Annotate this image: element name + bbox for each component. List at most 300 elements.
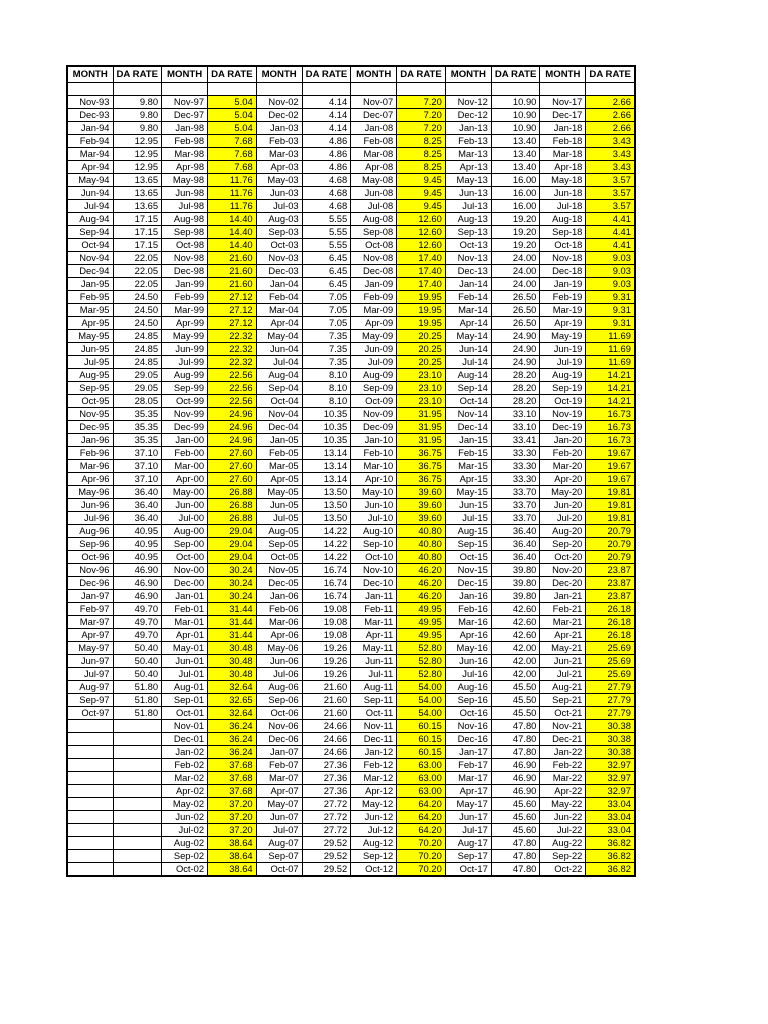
month-cell: Oct-12 bbox=[351, 863, 397, 877]
month-cell: Aug-13 bbox=[445, 213, 491, 226]
month-cell: Feb-19 bbox=[540, 291, 586, 304]
da-rate-cell: 10.35 bbox=[302, 434, 351, 447]
da-rate-cell: 60.15 bbox=[397, 733, 446, 746]
da-rate-cell: 22.56 bbox=[208, 382, 257, 395]
da-rate-cell: 10.90 bbox=[491, 96, 540, 109]
month-cell: Jun-95 bbox=[67, 343, 113, 356]
da-rate-cell: 9.31 bbox=[586, 304, 635, 317]
month-cell: May-00 bbox=[162, 486, 208, 499]
da-rate-cell: 30.24 bbox=[208, 577, 257, 590]
month-cell: May-96 bbox=[67, 486, 113, 499]
month-cell: Oct-21 bbox=[540, 707, 586, 720]
da-rate-cell: 30.48 bbox=[208, 642, 257, 655]
month-cell: Jul-15 bbox=[445, 512, 491, 525]
month-cell: Sep-19 bbox=[540, 382, 586, 395]
da-rate-cell: 19.67 bbox=[586, 447, 635, 460]
da-rate-cell: 40.80 bbox=[397, 551, 446, 564]
da-rate-cell: 13.14 bbox=[302, 447, 351, 460]
da-rate-cell: 36.82 bbox=[586, 837, 635, 850]
table-row bbox=[67, 681, 635, 694]
da-rate-cell bbox=[113, 798, 162, 811]
da-rate-cell: 5.55 bbox=[302, 239, 351, 252]
da-rate-cell: 4.14 bbox=[302, 96, 351, 109]
month-cell: Sep-94 bbox=[67, 226, 113, 239]
month-cell: Oct-03 bbox=[256, 239, 302, 252]
table-row bbox=[67, 161, 635, 174]
month-cell: Apr-94 bbox=[67, 161, 113, 174]
da-rate-cell: 19.67 bbox=[586, 460, 635, 473]
da-rate-cell: 2.66 bbox=[586, 122, 635, 135]
month-cell: May-99 bbox=[162, 330, 208, 343]
month-cell: Aug-05 bbox=[256, 525, 302, 538]
da-rate-cell: 17.15 bbox=[113, 213, 162, 226]
da-rate-cell: 45.50 bbox=[491, 707, 540, 720]
month-cell: May-01 bbox=[162, 642, 208, 655]
month-cell: Jan-07 bbox=[256, 746, 302, 759]
da-rate-cell: 36.40 bbox=[113, 486, 162, 499]
month-cell: Dec-21 bbox=[540, 733, 586, 746]
month-cell: Oct-99 bbox=[162, 395, 208, 408]
da-rate-cell: 45.60 bbox=[491, 824, 540, 837]
month-cell: May-18 bbox=[540, 174, 586, 187]
month-cell bbox=[67, 746, 113, 759]
da-rate-cell: 7.20 bbox=[397, 109, 446, 122]
da-rate-cell: 8.25 bbox=[397, 148, 446, 161]
table-row bbox=[67, 499, 635, 512]
table-row bbox=[67, 538, 635, 551]
month-cell: Sep-03 bbox=[256, 226, 302, 239]
da-rate-cell: 13.65 bbox=[113, 174, 162, 187]
da-rate-cell: 54.00 bbox=[397, 707, 446, 720]
month-cell: Feb-22 bbox=[540, 759, 586, 772]
da-rate-cell: 2.66 bbox=[586, 109, 635, 122]
da-rate-cell: 36.82 bbox=[586, 850, 635, 863]
da-rate-cell: 37.20 bbox=[208, 811, 257, 824]
month-cell: Jul-09 bbox=[351, 356, 397, 369]
da-rate-cell: 52.80 bbox=[397, 668, 446, 681]
da-rate-cell: 31.95 bbox=[397, 421, 446, 434]
month-cell: Sep-10 bbox=[351, 538, 397, 551]
da-rate-cell: 46.90 bbox=[491, 785, 540, 798]
month-cell: Nov-03 bbox=[256, 252, 302, 265]
table-row bbox=[67, 473, 635, 486]
da-rate-cell: 20.79 bbox=[586, 551, 635, 564]
month-cell: Dec-12 bbox=[445, 109, 491, 122]
month-cell: Oct-08 bbox=[351, 239, 397, 252]
month-cell: Mar-16 bbox=[445, 616, 491, 629]
month-cell: Feb-20 bbox=[540, 447, 586, 460]
da-rate-cell: 20.79 bbox=[586, 525, 635, 538]
da-rate-cell: 51.80 bbox=[113, 681, 162, 694]
da-rate-cell: 49.70 bbox=[113, 616, 162, 629]
month-cell: Aug-20 bbox=[540, 525, 586, 538]
da-rate-cell: 8.10 bbox=[302, 369, 351, 382]
da-rate-cell: 37.68 bbox=[208, 772, 257, 785]
da-rate-cell: 12.95 bbox=[113, 135, 162, 148]
da-rate-cell: 22.05 bbox=[113, 265, 162, 278]
month-cell: Jun-13 bbox=[445, 187, 491, 200]
month-cell: Jan-01 bbox=[162, 590, 208, 603]
da-rate-cell: 3.57 bbox=[586, 174, 635, 187]
da-rate-cell: 26.18 bbox=[586, 616, 635, 629]
da-rate-cell: 31.95 bbox=[397, 408, 446, 421]
month-cell: Jan-22 bbox=[540, 746, 586, 759]
da-rate-cell: 13.50 bbox=[302, 486, 351, 499]
da-rate-cell: 40.95 bbox=[113, 551, 162, 564]
da-rate-cell: 47.80 bbox=[491, 863, 540, 877]
month-cell: Jun-94 bbox=[67, 187, 113, 200]
month-cell: Jun-15 bbox=[445, 499, 491, 512]
month-cell: Jan-06 bbox=[256, 590, 302, 603]
month-cell: Jan-94 bbox=[67, 122, 113, 135]
month-cell: Jul-16 bbox=[445, 668, 491, 681]
da-rate-cell: 8.10 bbox=[302, 382, 351, 395]
month-cell: May-12 bbox=[351, 798, 397, 811]
column-header-da-rate: DA RATE bbox=[113, 66, 162, 83]
da-rate-cell: 29.04 bbox=[208, 538, 257, 551]
month-cell: Nov-95 bbox=[67, 408, 113, 421]
month-cell: Sep-99 bbox=[162, 382, 208, 395]
month-cell: Jun-19 bbox=[540, 343, 586, 356]
month-cell: Aug-14 bbox=[445, 369, 491, 382]
da-rate-cell: 13.40 bbox=[491, 135, 540, 148]
month-cell: Nov-19 bbox=[540, 408, 586, 421]
da-rate-cell: 30.24 bbox=[208, 564, 257, 577]
month-cell: Mar-98 bbox=[162, 148, 208, 161]
month-cell: Nov-93 bbox=[67, 96, 113, 109]
month-cell: Oct-97 bbox=[67, 707, 113, 720]
month-cell: Feb-97 bbox=[67, 603, 113, 616]
month-cell: Oct-18 bbox=[540, 239, 586, 252]
month-cell: Aug-12 bbox=[351, 837, 397, 850]
da-rate-cell: 54.00 bbox=[397, 694, 446, 707]
da-rate-cell: 9.31 bbox=[586, 317, 635, 330]
da-rate-cell: 37.10 bbox=[113, 473, 162, 486]
month-cell: Oct-17 bbox=[445, 863, 491, 877]
da-rate-cell: 14.21 bbox=[586, 382, 635, 395]
da-rate-cell: 33.70 bbox=[491, 512, 540, 525]
month-cell: Jun-17 bbox=[445, 811, 491, 824]
month-cell: Nov-98 bbox=[162, 252, 208, 265]
month-cell: Feb-01 bbox=[162, 603, 208, 616]
da-rate-table bbox=[66, 65, 636, 877]
month-cell: Jul-06 bbox=[256, 668, 302, 681]
da-rate-cell: 33.30 bbox=[491, 447, 540, 460]
da-rate-cell: 16.00 bbox=[491, 187, 540, 200]
da-rate-cell: 12.60 bbox=[397, 226, 446, 239]
month-cell: Mar-00 bbox=[162, 460, 208, 473]
da-rate-cell: 23.10 bbox=[397, 382, 446, 395]
month-cell: Jun-14 bbox=[445, 343, 491, 356]
month-cell: Dec-99 bbox=[162, 421, 208, 434]
da-rate-cell: 11.69 bbox=[586, 343, 635, 356]
da-rate-cell: 37.20 bbox=[208, 824, 257, 837]
da-rate-cell: 30.48 bbox=[208, 668, 257, 681]
da-rate-cell: 39.60 bbox=[397, 486, 446, 499]
da-rate-cell: 17.15 bbox=[113, 226, 162, 239]
month-cell: Sep-14 bbox=[445, 382, 491, 395]
month-cell: Oct-94 bbox=[67, 239, 113, 252]
da-rate-cell: 50.40 bbox=[113, 642, 162, 655]
month-cell bbox=[67, 720, 113, 733]
da-rate-cell: 22.05 bbox=[113, 252, 162, 265]
table-row bbox=[67, 265, 635, 278]
da-rate-cell: 27.79 bbox=[586, 707, 635, 720]
da-rate-cell: 33.10 bbox=[491, 408, 540, 421]
month-cell: Mar-15 bbox=[445, 460, 491, 473]
month-cell: Feb-18 bbox=[540, 135, 586, 148]
da-rate-cell: 20.79 bbox=[586, 538, 635, 551]
da-rate-cell: 23.10 bbox=[397, 395, 446, 408]
month-cell: Nov-02 bbox=[256, 96, 302, 109]
month-cell: Jan-20 bbox=[540, 434, 586, 447]
da-rate-cell: 13.65 bbox=[113, 187, 162, 200]
table-row bbox=[67, 811, 635, 824]
month-cell: Sep-09 bbox=[351, 382, 397, 395]
da-rate-cell: 19.20 bbox=[491, 226, 540, 239]
month-cell: Jan-05 bbox=[256, 434, 302, 447]
da-rate-cell: 9.80 bbox=[113, 96, 162, 109]
da-rate-cell: 50.40 bbox=[113, 668, 162, 681]
da-rate-cell: 4.41 bbox=[586, 213, 635, 226]
da-rate-cell: 7.35 bbox=[302, 343, 351, 356]
month-cell: Feb-16 bbox=[445, 603, 491, 616]
da-rate-cell: 33.30 bbox=[491, 473, 540, 486]
table-row bbox=[67, 655, 635, 668]
month-cell: Apr-13 bbox=[445, 161, 491, 174]
da-rate-cell: 42.60 bbox=[491, 616, 540, 629]
month-cell: Feb-03 bbox=[256, 135, 302, 148]
column-header-month: MONTH bbox=[67, 66, 113, 83]
da-rate-cell: 27.79 bbox=[586, 681, 635, 694]
da-rate-cell: 51.80 bbox=[113, 707, 162, 720]
da-rate-cell: 39.80 bbox=[491, 577, 540, 590]
month-cell: Dec-98 bbox=[162, 265, 208, 278]
month-cell: Oct-10 bbox=[351, 551, 397, 564]
month-cell: Dec-11 bbox=[351, 733, 397, 746]
month-cell: Jan-98 bbox=[162, 122, 208, 135]
month-cell: Jan-95 bbox=[67, 278, 113, 291]
da-rate-cell: 46.90 bbox=[113, 577, 162, 590]
month-cell: Sep-20 bbox=[540, 538, 586, 551]
month-cell: May-06 bbox=[256, 642, 302, 655]
month-cell: Dec-95 bbox=[67, 421, 113, 434]
month-cell: Aug-07 bbox=[256, 837, 302, 850]
month-cell: Jan-04 bbox=[256, 278, 302, 291]
da-rate-cell: 26.88 bbox=[208, 512, 257, 525]
month-cell: Oct-14 bbox=[445, 395, 491, 408]
month-cell bbox=[67, 785, 113, 798]
month-cell: Mar-12 bbox=[351, 772, 397, 785]
month-cell: Feb-00 bbox=[162, 447, 208, 460]
month-cell: May-04 bbox=[256, 330, 302, 343]
month-cell: Mar-95 bbox=[67, 304, 113, 317]
month-cell: Apr-09 bbox=[351, 317, 397, 330]
month-cell bbox=[67, 850, 113, 863]
month-cell: Apr-02 bbox=[162, 785, 208, 798]
da-rate-cell: 11.76 bbox=[208, 200, 257, 213]
month-cell bbox=[67, 772, 113, 785]
table-row bbox=[67, 135, 635, 148]
month-cell: Jul-08 bbox=[351, 200, 397, 213]
month-cell: Nov-21 bbox=[540, 720, 586, 733]
da-rate-cell: 24.00 bbox=[491, 265, 540, 278]
month-cell: Jun-08 bbox=[351, 187, 397, 200]
month-cell: May-20 bbox=[540, 486, 586, 499]
month-cell: Aug-18 bbox=[540, 213, 586, 226]
month-cell: Jan-12 bbox=[351, 746, 397, 759]
month-cell: May-07 bbox=[256, 798, 302, 811]
month-cell: Sep-17 bbox=[445, 850, 491, 863]
da-rate-cell: 22.05 bbox=[113, 278, 162, 291]
month-cell: Jun-97 bbox=[67, 655, 113, 668]
month-cell: Apr-98 bbox=[162, 161, 208, 174]
month-cell: Aug-98 bbox=[162, 213, 208, 226]
da-rate-cell: 33.04 bbox=[586, 824, 635, 837]
da-rate-cell: 12.60 bbox=[397, 213, 446, 226]
month-cell: Nov-96 bbox=[67, 564, 113, 577]
da-rate-cell: 19.26 bbox=[302, 642, 351, 655]
month-cell: May-19 bbox=[540, 330, 586, 343]
month-cell: Jun-02 bbox=[162, 811, 208, 824]
da-rate-cell: 9.03 bbox=[586, 252, 635, 265]
da-rate-cell: 29.52 bbox=[302, 850, 351, 863]
da-rate-cell: 39.60 bbox=[397, 512, 446, 525]
da-rate-cell: 27.36 bbox=[302, 759, 351, 772]
month-cell: Feb-05 bbox=[256, 447, 302, 460]
month-cell: Mar-01 bbox=[162, 616, 208, 629]
da-rate-cell: 13.40 bbox=[491, 148, 540, 161]
da-rate-cell: 24.85 bbox=[113, 356, 162, 369]
da-rate-cell: 46.20 bbox=[397, 590, 446, 603]
month-cell: Oct-95 bbox=[67, 395, 113, 408]
month-cell: Dec-03 bbox=[256, 265, 302, 278]
da-rate-cell: 70.20 bbox=[397, 850, 446, 863]
da-rate-cell bbox=[113, 811, 162, 824]
da-rate-cell: 32.97 bbox=[586, 759, 635, 772]
da-rate-cell: 24.96 bbox=[208, 434, 257, 447]
da-rate-cell: 31.44 bbox=[208, 603, 257, 616]
da-rate-cell: 31.95 bbox=[397, 434, 446, 447]
month-cell: Jul-14 bbox=[445, 356, 491, 369]
month-cell: Apr-22 bbox=[540, 785, 586, 798]
month-cell: Mar-14 bbox=[445, 304, 491, 317]
da-rate-cell: 12.95 bbox=[113, 161, 162, 174]
month-cell: Jul-18 bbox=[540, 200, 586, 213]
table-row bbox=[67, 486, 635, 499]
month-cell: Mar-94 bbox=[67, 148, 113, 161]
da-rate-cell: 14.40 bbox=[208, 226, 257, 239]
da-rate-cell bbox=[113, 785, 162, 798]
month-cell: Oct-09 bbox=[351, 395, 397, 408]
month-cell: Jun-12 bbox=[351, 811, 397, 824]
month-cell: Jan-21 bbox=[540, 590, 586, 603]
da-rate-cell: 25.69 bbox=[586, 642, 635, 655]
month-cell: Mar-08 bbox=[351, 148, 397, 161]
month-cell: Jul-20 bbox=[540, 512, 586, 525]
da-rate-cell: 14.21 bbox=[586, 395, 635, 408]
da-rate-cell bbox=[113, 850, 162, 863]
da-rate-cell: 24.90 bbox=[491, 356, 540, 369]
month-cell: Mar-10 bbox=[351, 460, 397, 473]
table-row bbox=[67, 382, 635, 395]
da-rate-cell: 11.69 bbox=[586, 356, 635, 369]
table-row bbox=[67, 434, 635, 447]
table-row bbox=[67, 642, 635, 655]
da-rate-cell: 5.04 bbox=[208, 96, 257, 109]
month-cell: Nov-18 bbox=[540, 252, 586, 265]
table-row bbox=[67, 356, 635, 369]
month-cell: Aug-19 bbox=[540, 369, 586, 382]
month-cell: Aug-99 bbox=[162, 369, 208, 382]
month-cell: Jun-21 bbox=[540, 655, 586, 668]
month-cell: Jan-99 bbox=[162, 278, 208, 291]
da-rate-cell: 29.04 bbox=[208, 551, 257, 564]
da-rate-cell: 19.26 bbox=[302, 655, 351, 668]
month-cell: Apr-99 bbox=[162, 317, 208, 330]
month-cell: Aug-06 bbox=[256, 681, 302, 694]
da-rate-cell: 13.40 bbox=[491, 161, 540, 174]
da-rate-cell: 3.57 bbox=[586, 200, 635, 213]
month-cell: Mar-97 bbox=[67, 616, 113, 629]
da-rate-cell: 27.12 bbox=[208, 304, 257, 317]
da-rate-cell: 24.50 bbox=[113, 317, 162, 330]
month-cell: Sep-07 bbox=[256, 850, 302, 863]
da-rate-cell: 36.82 bbox=[586, 863, 635, 877]
month-cell: Dec-18 bbox=[540, 265, 586, 278]
month-cell: Nov-17 bbox=[540, 96, 586, 109]
da-rate-cell: 63.00 bbox=[397, 785, 446, 798]
month-cell: Jul-00 bbox=[162, 512, 208, 525]
month-cell: Feb-96 bbox=[67, 447, 113, 460]
month-cell: Jan-18 bbox=[540, 122, 586, 135]
da-rate-cell: 7.20 bbox=[397, 122, 446, 135]
month-cell: Dec-00 bbox=[162, 577, 208, 590]
month-cell: Feb-11 bbox=[351, 603, 397, 616]
da-rate-cell: 29.52 bbox=[302, 863, 351, 877]
month-cell: Apr-05 bbox=[256, 473, 302, 486]
da-rate-cell: 16.74 bbox=[302, 577, 351, 590]
month-cell: Apr-97 bbox=[67, 629, 113, 642]
table-row bbox=[67, 304, 635, 317]
table-row bbox=[67, 369, 635, 382]
month-cell: Feb-13 bbox=[445, 135, 491, 148]
da-rate-cell: 64.20 bbox=[397, 811, 446, 824]
table-row bbox=[67, 200, 635, 213]
da-rate-cell: 28.20 bbox=[491, 395, 540, 408]
da-rate-cell: 40.80 bbox=[397, 525, 446, 538]
month-cell: May-11 bbox=[351, 642, 397, 655]
month-cell: Dec-19 bbox=[540, 421, 586, 434]
da-rate-cell: 27.60 bbox=[208, 460, 257, 473]
da-rate-cell: 29.05 bbox=[113, 382, 162, 395]
month-cell: Jan-15 bbox=[445, 434, 491, 447]
month-cell: Jan-96 bbox=[67, 434, 113, 447]
table-row bbox=[67, 343, 635, 356]
da-rate-cell: 6.45 bbox=[302, 252, 351, 265]
da-rate-cell: 33.70 bbox=[491, 486, 540, 499]
da-rate-cell: 27.72 bbox=[302, 824, 351, 837]
month-cell: Jun-06 bbox=[256, 655, 302, 668]
table-row bbox=[67, 798, 635, 811]
month-cell: May-05 bbox=[256, 486, 302, 499]
da-rate-cell: 47.80 bbox=[491, 837, 540, 850]
table-row bbox=[67, 824, 635, 837]
table-row bbox=[67, 395, 635, 408]
month-cell: Jun-09 bbox=[351, 343, 397, 356]
month-cell: Oct-06 bbox=[256, 707, 302, 720]
da-rate-cell: 12.60 bbox=[397, 239, 446, 252]
